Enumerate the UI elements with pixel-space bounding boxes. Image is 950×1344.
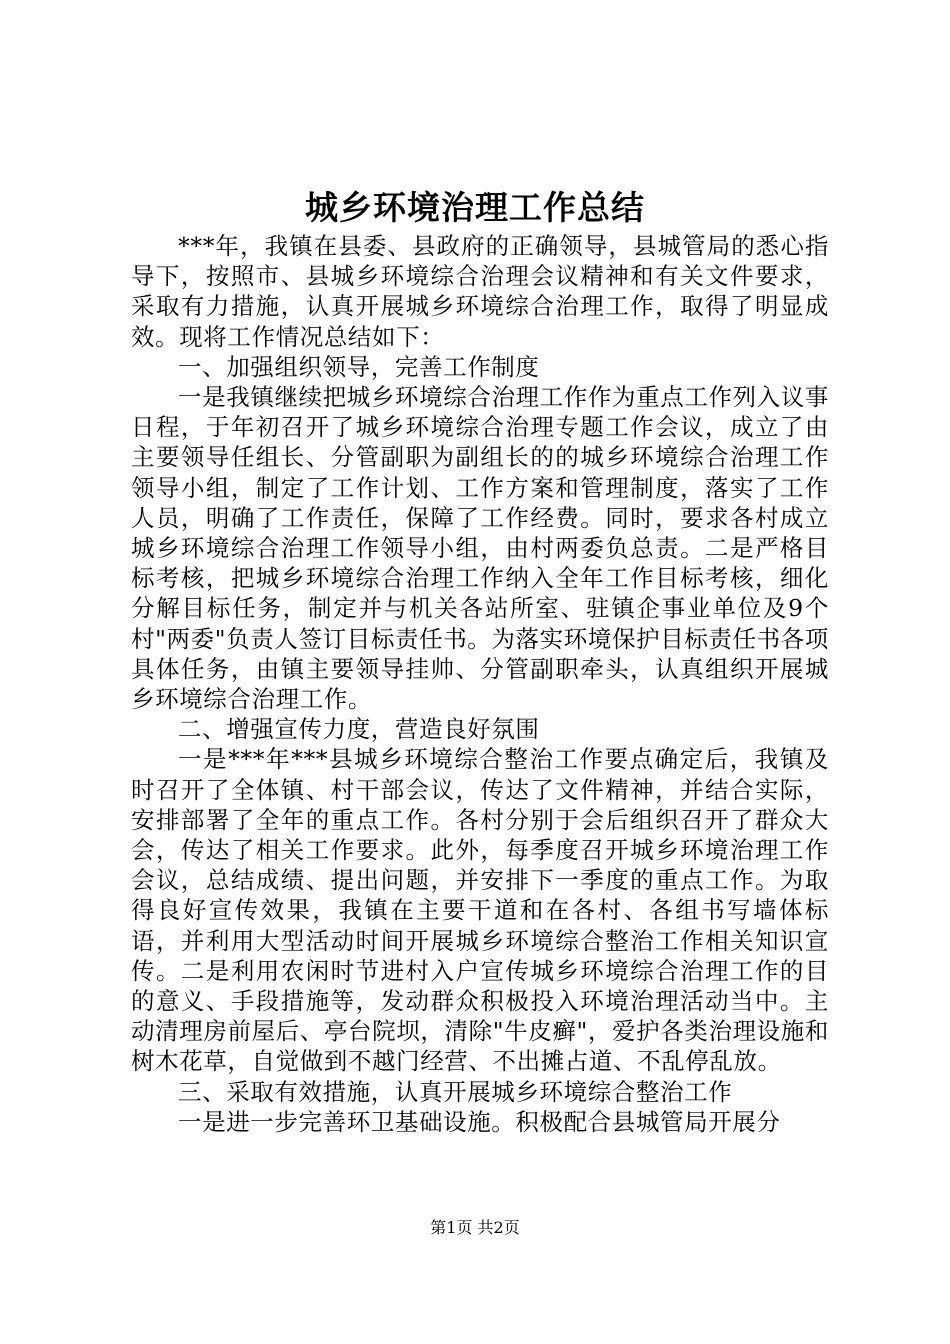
document-title: 城乡环境治理工作总结 bbox=[305, 188, 645, 227]
section-heading-1: 一、加强组织领导，完善工作制度 bbox=[178, 352, 540, 381]
document-body bbox=[131, 231, 829, 1137]
section-2-paragraph: 一是***年***县城乡环境综合整治工作要点确定后，我镇及时召开了全体镇、村干部会议，传达了文件精神，并结合实际，安排部署了全年的重点工作。各村分别于会后组织召开了群众大会，传达了相关工作要求。此外，每季度召开城乡环境治理工作会议，总结成绩、提出问题，并安排下一季度的重点工作。为取得良好宣传效果，我镇在主要干道和在各村、各组书写墙体标语，并利用大型活动时间开展城乡环境综合整治工作相关知识宣传。二是利用农闲时节进村入户宣传城乡环境综合治理工作的目的意义、手段措施等，发动群众积极投入环境治理活动当中。主动清理房前屋后、亭台院坝，清除"牛皮癣"，爱护各类治理设施和树木花草，自觉做到不越门经营、不出摊占道、不乱停乱放。 bbox=[131, 745, 829, 1076]
intro-paragraph: ***年，我镇在县委、县政府的正确领导，县城管局的悉心指导下，按照市、县城乡环境综合治理会议精神和有关文件要求，采取有力措施，认真开展城乡环境综合治理工作，取得了明显成效。现将工作情况总结如下： bbox=[131, 232, 829, 351]
section-1-paragraph: 一是我镇继续把城乡环境综合治理工作作为重点工作列入议事日程，于年初召开了城乡环境综合治理专题工作会议，成立了由主要领导任组长、分管副职为副组长的的城乡环境综合治理工作领导小组，制定了工作计划、工作方案和管理制度，落实了工作人员，明确了工作责任，保障了工作经费。同时，要求各村成立城乡环境综合治理工作领导小组，由村两委负总责。二是严格目标考核，把城乡环境综合治理工作纳入全年工作目标考核，细化分解目标任务，制定并与机关各站所室、驻镇企事业单位及9个村"两委"负责人签订目标责任书。为落实环境保护目标责任书各项具体任务，由镇主要领导挂帅、分管副职牵头，认真组织开展城乡环境综合治理工作。 bbox=[131, 383, 829, 714]
section-heading-3: 三、采取有效措施，认真开展城乡环境综合整治工作 bbox=[178, 1077, 733, 1106]
page-number-footer: 第1页 共2页 bbox=[430, 1218, 520, 1237]
section-3-paragraph: 一是进一步完善环卫基础设施。积极配合县城管局开展分 bbox=[178, 1107, 781, 1136]
section-heading-2: 二、增强宣传力度，营造良好氛围 bbox=[178, 715, 540, 744]
